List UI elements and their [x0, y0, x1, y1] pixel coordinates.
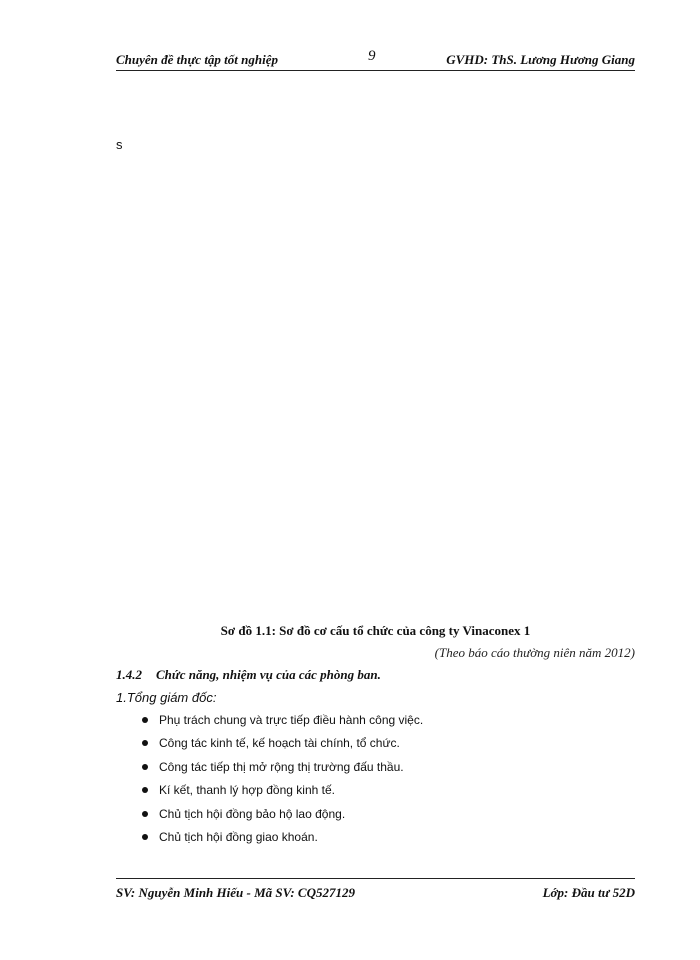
list-item: Chủ tịch hội đồng bảo hộ lao động.	[142, 805, 423, 828]
stray-character: s	[116, 137, 123, 152]
bullet-list	[142, 711, 423, 851]
footer-class: Lớp: Đầu tư 52D	[542, 885, 635, 900]
list-item: Công tác tiếp thị mở rộng thị trường đấu thầu.	[142, 758, 423, 781]
header-document-title: Chuyên đề thực tập tốt nghiệp	[116, 52, 278, 67]
page-footer	[116, 878, 635, 903]
list-item: Phụ trách chung và trực tiếp điều hành công việc.	[142, 711, 423, 734]
page-header	[116, 48, 635, 71]
subheading: 1.Tổng giám đốc:	[116, 690, 217, 705]
list-item: Công tác kinh tế, kế hoạch tài chính, tổ chức.	[142, 734, 423, 757]
page-number: 9	[368, 48, 376, 64]
section-title: Chức năng, nhiệm vụ của các phòng ban.	[156, 667, 381, 682]
section-number: 1.4.2	[116, 667, 142, 682]
figure-source: (Theo báo cáo thường niên năm 2012)	[434, 645, 635, 660]
list-item: Kí kết, thanh lý hợp đồng kinh tế.	[142, 781, 423, 804]
section-heading	[116, 667, 381, 683]
list-item: Chủ tịch hội đồng giao khoán.	[142, 828, 423, 851]
footer-student-info: SV: Nguyễn Minh Hiếu - Mã SV: CQ527129	[116, 885, 355, 900]
header-supervisor: GVHD: ThS. Lương Hương Giang	[446, 52, 635, 67]
figure-caption: Sơ đồ 1.1: Sơ đồ cơ cấu tổ chức của công ty Vinaconex 1	[220, 623, 531, 638]
